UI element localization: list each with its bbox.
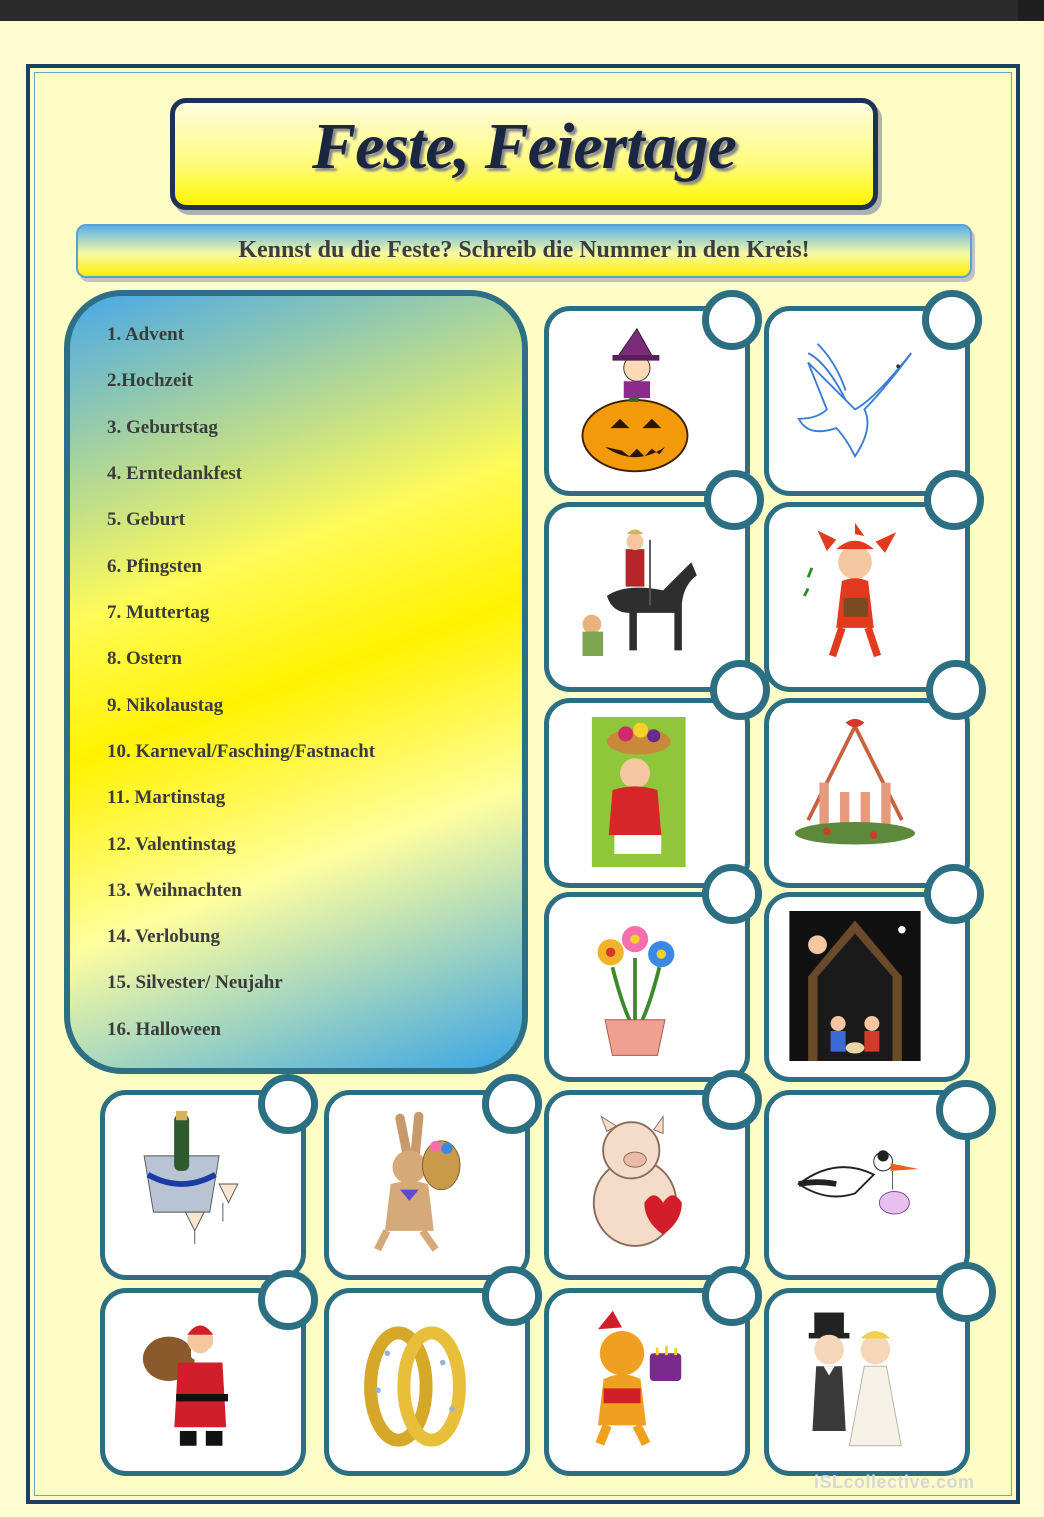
instruction-box	[76, 224, 972, 278]
list-item: 16. Halloween	[107, 1019, 221, 1040]
watermark: iSLcollective.com	[814, 1472, 975, 1492]
answer-circle[interactable]	[702, 290, 762, 350]
festival-list-panel	[64, 290, 528, 1074]
answer-circle[interactable]	[702, 1266, 762, 1326]
list-item: 1. Advent	[107, 324, 185, 345]
nativity-christmas-icon	[785, 911, 925, 1061]
list-item: 5. Geburt	[107, 509, 186, 530]
answer-circle[interactable]	[704, 470, 764, 530]
birthday-bear-cake-icon	[565, 1307, 705, 1455]
list-item: 10. Karneval/Fasching/Fastnacht	[107, 741, 376, 762]
title-box	[170, 98, 878, 210]
santa-claus-icon	[121, 1307, 261, 1455]
list-item: 4. Erntedankfest	[107, 463, 243, 484]
answer-circle[interactable]	[936, 1262, 996, 1322]
list-item: 6. Pfingsten	[107, 556, 202, 577]
answer-circle[interactable]	[922, 290, 982, 350]
answer-circle[interactable]	[258, 1074, 318, 1134]
answer-circle[interactable]	[924, 864, 984, 924]
list-item: 2.Hochzeit	[107, 370, 194, 391]
answer-circle[interactable]	[482, 1266, 542, 1326]
page-title: Feste, Feiertage	[312, 110, 736, 183]
engagement-rings-icon	[345, 1307, 485, 1455]
answer-circle[interactable]	[702, 1070, 762, 1130]
new-year-champagne-icon	[121, 1109, 261, 1259]
easter-bunny-icon	[345, 1109, 485, 1259]
answer-circle[interactable]	[710, 660, 770, 720]
halloween-pumpkin-witch-icon	[565, 325, 705, 475]
answer-circle[interactable]	[926, 660, 986, 720]
instruction-text: Kennst du die Feste? Schreib die Nummer in den Kreis!	[238, 237, 810, 263]
picture-card	[764, 502, 970, 692]
advent-candles-icon	[785, 717, 925, 867]
list-item: 13. Weihnachten	[107, 880, 242, 901]
list-item: 14. Verlobung	[107, 926, 220, 947]
list-item: 3. Geburtstag	[107, 417, 218, 438]
pentecost-dove-icon	[785, 325, 925, 475]
list-item: 8. Ostern	[107, 648, 182, 669]
list-item: 9. Nikolaustag	[107, 695, 224, 716]
picture-card	[544, 698, 750, 888]
answer-circle[interactable]	[482, 1074, 542, 1134]
top-bar	[0, 0, 1044, 21]
valentine-pig-heart-icon	[565, 1109, 705, 1259]
answer-circle[interactable]	[936, 1080, 996, 1140]
list-item: 15. Silvester/ Neujahr	[107, 972, 283, 993]
list-item: 12. Valentinstag	[107, 834, 236, 855]
mothers-day-flowers-icon	[565, 911, 705, 1061]
picture-card	[544, 502, 750, 692]
answer-circle[interactable]	[258, 1270, 318, 1330]
picture-card	[764, 698, 970, 888]
answer-circle[interactable]	[702, 864, 762, 924]
answer-circle[interactable]	[924, 470, 984, 530]
stork-birth-icon	[785, 1109, 925, 1259]
list-item: 7. Muttertag	[107, 602, 210, 623]
list-item: 11. Martinstag	[107, 787, 226, 808]
carnival-jester-icon	[785, 521, 925, 671]
harvest-fruit-basket-icon	[565, 717, 705, 867]
wedding-couple-icon	[785, 1307, 925, 1455]
saint-martin-horse-icon	[565, 521, 705, 671]
picture-card	[764, 1288, 970, 1476]
